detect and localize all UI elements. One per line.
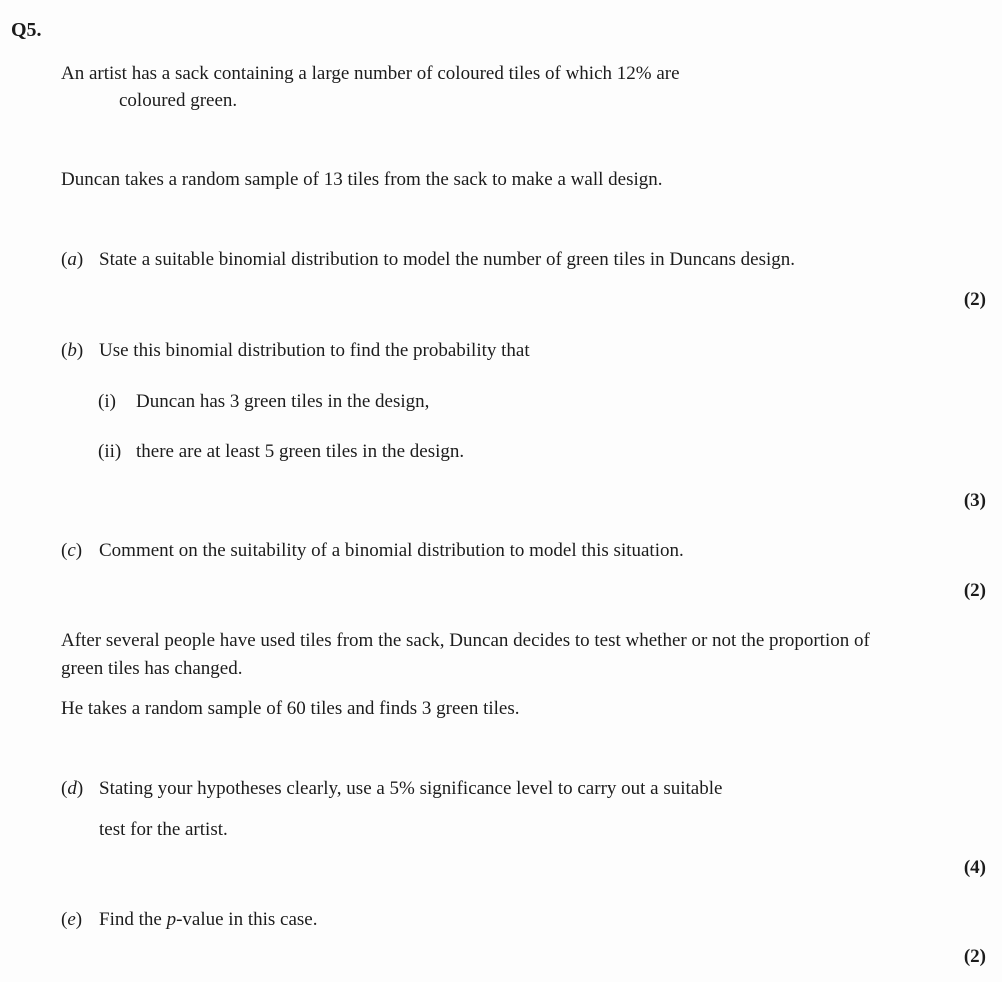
question-number: Q5. xyxy=(11,19,42,41)
part-e-marks: (2) xyxy=(963,946,986,967)
intro-line-1: An artist has a sack containing a large number of coloured tiles of which 12% are xyxy=(61,63,680,84)
part-e-text: Find the p-value in this case. xyxy=(99,909,318,930)
context2-line-1: After several people have used tiles from the sack, Duncan decides to test whether or not the proportion of xyxy=(61,630,870,651)
part-d-text-line-2: test for the artist. xyxy=(99,819,228,840)
part-a-marks: (2) xyxy=(963,289,986,310)
context2-line-2: green tiles has changed. xyxy=(61,658,243,679)
part-b-sub-ii xyxy=(98,441,464,464)
part-c-marks: (2) xyxy=(963,580,986,601)
part-b xyxy=(61,340,530,363)
intro-line-2: coloured green. xyxy=(119,90,238,111)
part-b-sub-i-label: (i) xyxy=(98,391,116,412)
part-a-text: State a suitable binomial distribution to model the number of green tiles in Duncans design. xyxy=(99,249,796,270)
part-a-label: (a) xyxy=(61,249,84,270)
part-d-marks: (4) xyxy=(963,857,986,878)
part-d-label: (d) xyxy=(61,778,84,799)
part-c-text: Comment on the suitability of a binomial distribution to model this situation. xyxy=(99,540,684,561)
part-c-label: (c) xyxy=(61,540,83,561)
part-b-sub-ii-label: (ii) xyxy=(98,441,122,462)
part-b-sub-i xyxy=(98,391,429,414)
part-a xyxy=(61,249,795,272)
part-d xyxy=(61,778,722,801)
part-c xyxy=(61,540,684,563)
part-e xyxy=(61,909,317,932)
part-b-sub-i-text: Duncan has 3 green tiles in the design, xyxy=(136,391,430,412)
part-b-sub-ii-text: there are at least 5 green tiles in the design. xyxy=(136,441,465,462)
part-b-label: (b) xyxy=(61,340,84,361)
context2-line-3: He takes a random sample of 60 tiles and finds 3 green tiles. xyxy=(61,698,520,719)
part-e-label: (e) xyxy=(61,909,83,930)
part-b-text: Use this binomial distribution to find the probability that xyxy=(99,340,530,361)
sample-text: Duncan takes a random sample of 13 tiles from the sack to make a wall design. xyxy=(61,169,663,190)
part-b-marks: (3) xyxy=(963,490,986,511)
part-d-text-line-1: Stating your hypotheses clearly, use a 5% significance level to carry out a suitable xyxy=(99,778,723,799)
